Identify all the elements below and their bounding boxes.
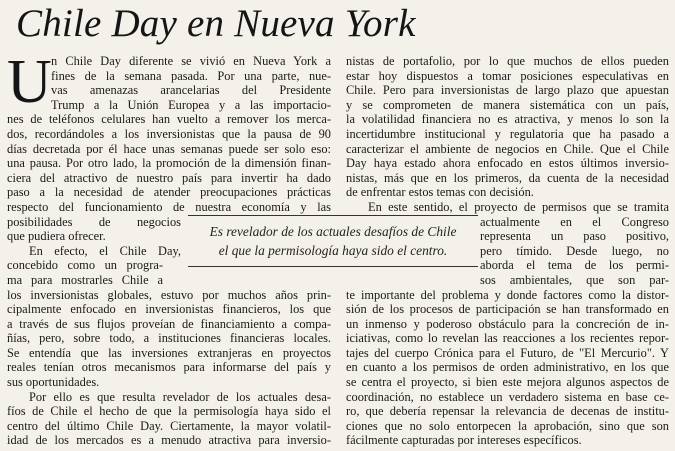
text-line: ciera del atractivo de nuestro país para invertir ha dado	[7, 170, 331, 185]
text-line: caracterizar el ambiente de negocios en Chile. Que el Chile	[346, 141, 669, 156]
text-line: concebido como un progra-	[7, 258, 163, 273]
text-line: coordinación, no establece un verdadero sistema en base ce-	[346, 389, 669, 404]
text-line: una pausa. Por otro lado, la promoción de la dimensión finan-	[7, 156, 331, 171]
text-line: y se comprometen de manera sistemática con un país,	[346, 97, 669, 112]
text-line: sión de los procesos de participación se han transformado en	[346, 302, 669, 317]
text-line: días decretada por él hace unas semanas puede ser solo eso:	[7, 141, 331, 156]
text-line: Trump a la Unión Europea y a las importacio-	[51, 97, 331, 112]
text-line: fácilmente capturadas por intereses específicos.	[346, 433, 582, 448]
drop-cap: U	[7, 48, 52, 116]
text-line: se centra el proyecto, si bien este mejora algunos aspectos de	[346, 375, 669, 390]
pull-quote	[188, 215, 478, 267]
text-line: iciativas, como lo revelan las reacciones a los recientes repor-	[346, 331, 669, 346]
text-line: paso a la necesidad de atender preocupaciones prácticas	[7, 185, 331, 200]
text-line: sus oportunidades.	[7, 375, 100, 390]
text-line: a través de sus flujos proveían de financiamiento a compa-	[7, 316, 331, 331]
text-line: ma para mostrarles Chile a	[7, 272, 163, 287]
text-line: sos ambientales, que son par-	[480, 272, 669, 287]
text-line: te importante del problema y donde factores como la distor-	[346, 287, 669, 302]
text-line: Chile. Pero para inversionistas de largo plazo que apuestan	[346, 83, 669, 98]
text-line: respecto del funcionamiento de nuestra economía y las	[7, 199, 331, 214]
text-line: centro del último Chile Day. Ciertamente, la mayor volatil-	[7, 418, 331, 433]
text-line: los inversionistas globales, estuvo por muchos años prin-	[7, 287, 331, 302]
text-line: en cuanto a los permisos de orden administrativo, en los que	[346, 360, 669, 375]
text-line: aborda el tema de los permi-	[480, 258, 669, 273]
text-line: la volatilidad financiera no es atractiva, y menos lo son la	[346, 112, 669, 127]
text-line: posibilidades de negocios	[7, 214, 181, 229]
text-line: fines de la semana pasada. Por una parte, nue-	[51, 68, 331, 83]
pull-quote-line: Es revelador de los actuales desafíos de Chile	[209, 224, 457, 239]
text-line: reales tenían otros mecanismos para informarse del país y	[7, 360, 331, 375]
text-line: tajes del cuerpo Crónica para el Futuro, de "El Mercurio". Y	[346, 345, 669, 360]
text-line: de enfrentar estos temas con decisión.	[346, 185, 534, 200]
text-line: Por ello es que resulta revelador de los actuales desa-	[29, 389, 331, 404]
text-line: actualmente en el Congreso	[480, 214, 669, 229]
text-line: estar hoy dispuestos a tomar posiciones especulativas en	[346, 68, 669, 83]
pull-quote-line: el que la permisología haya sido el centro.	[218, 243, 448, 258]
text-line: En este sentido, el proyecto de permisos que se tramita	[368, 199, 669, 214]
text-line: nistas, más que en los primeros, da cuenta de la necesidad	[346, 170, 669, 185]
text-line: nes de teléfonos celulares han vuelto a remover los merca-	[7, 112, 331, 127]
text-line: pero tímido. Desde luego, no	[480, 243, 669, 258]
text-line: fíos de Chile el hecho de que la permisología haya sido el	[7, 404, 331, 419]
text-line: Se entendía que las inversiones extranjeras en proyectos	[7, 345, 331, 360]
text-line: un inmenso y poderoso obstáculo para la concreción de in-	[346, 316, 669, 331]
article-title: Chile Day en Nueva York	[16, 2, 416, 45]
text-line: En efecto, el Chile Day,	[29, 243, 181, 258]
text-line: idad de los mercados es a menudo atractiva para inversio-	[7, 433, 331, 448]
text-line: que pudiera ofrecer.	[7, 229, 106, 244]
text-line: ro, que debería repensar la relevancia de decenas de institu-	[346, 404, 669, 419]
text-line: dos, recordándoles a los inversionistas que la pausa de 90	[7, 126, 331, 141]
text-line: incertidumbre institucional y regulatoria que ha pasado a	[346, 126, 669, 141]
text-line: representa un paso positivo,	[480, 229, 669, 244]
text-line: ciones que no solo entorpecen la aprobación, sino que son	[346, 418, 669, 433]
text-line: Day haya estado ahora enfocado en estos últimos inversio-	[346, 156, 669, 171]
text-line: cipalmente enfocado en inversionistas financieros, los que	[7, 302, 331, 317]
text-line: n Chile Day diferente se vivió en Nueva York a	[51, 54, 331, 68]
text-line: nistas de portafolio, por lo que muchos de ellos pueden	[346, 54, 669, 68]
text-line: vas amenazas arancelarias del Presidente	[51, 83, 331, 98]
text-line: ñías, pero, sobre todo, a instituciones financieras locales.	[7, 331, 331, 346]
